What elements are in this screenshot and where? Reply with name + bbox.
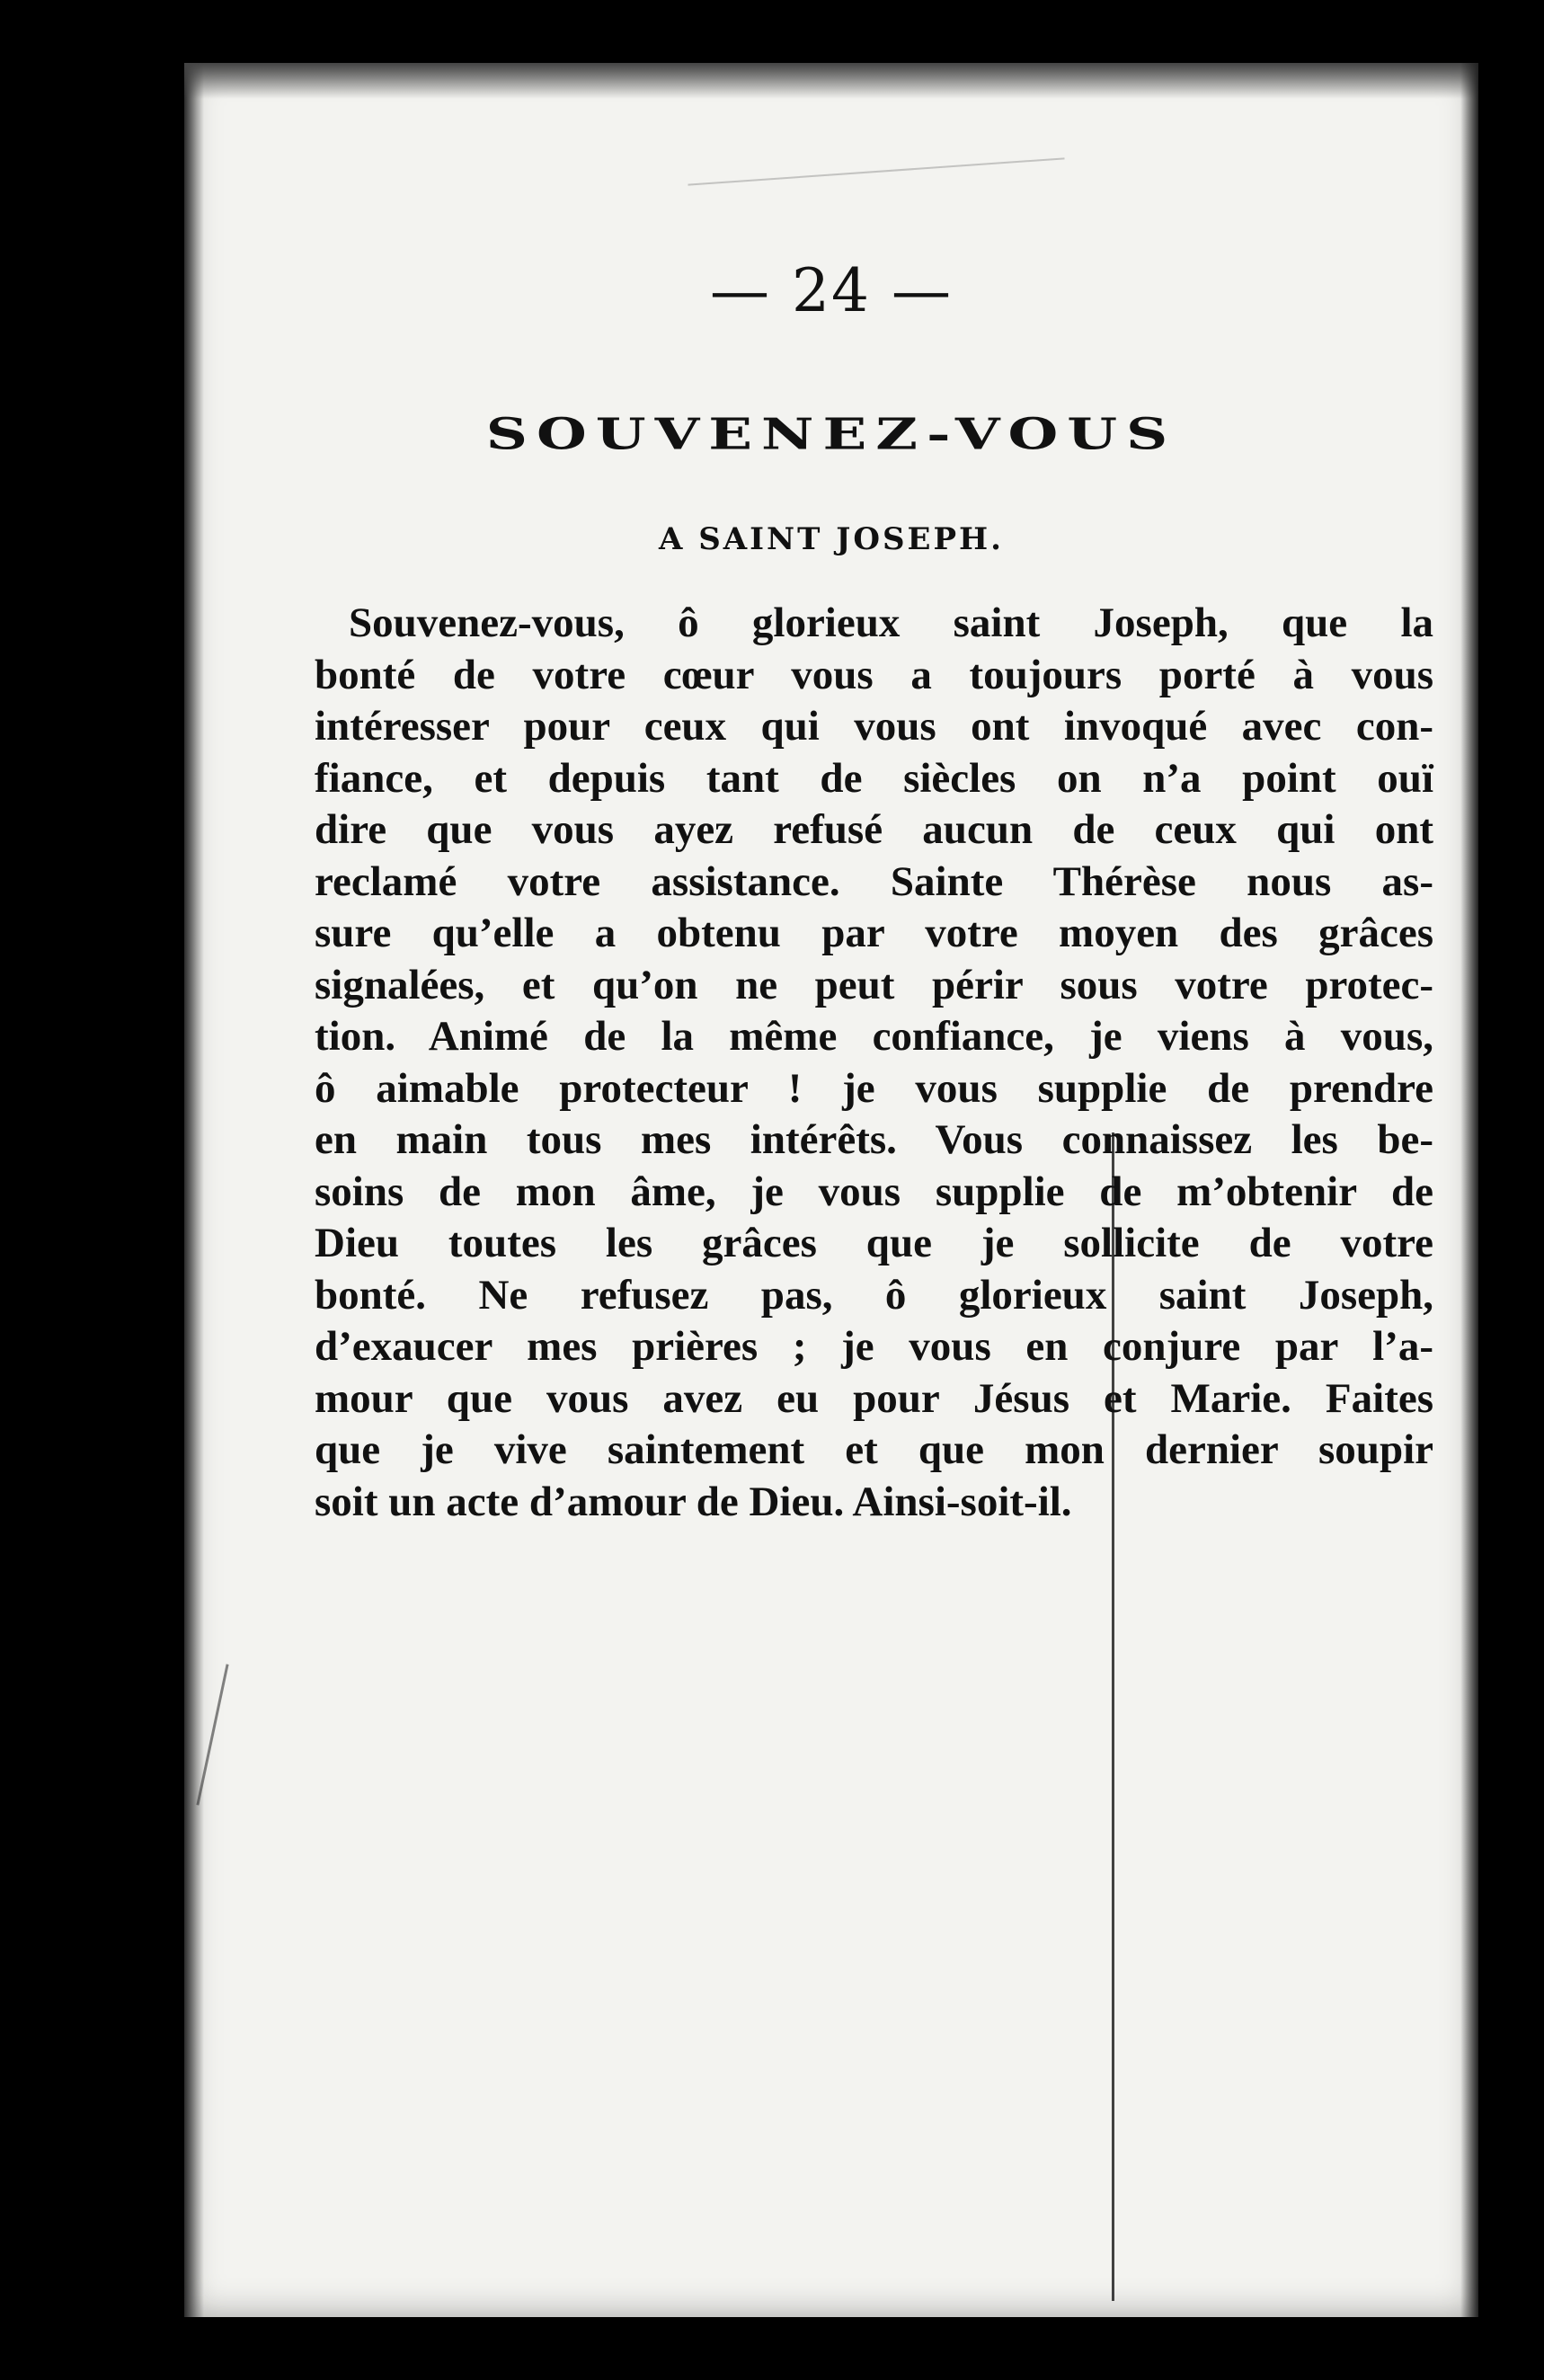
prayer-body xyxy=(315,598,1433,1528)
text-line: que je vive saintement et que mon dernier soupir xyxy=(315,1426,1433,1473)
text-line: mour que vous avez eu pour Jésus et Marie. Faites xyxy=(315,1374,1433,1422)
page-edge-shadow-top xyxy=(184,63,1478,99)
text-line: intéresser pour ceux qui vous ont invoqué avec con- xyxy=(315,703,1433,750)
text-line: dire que vous ayez refusé aucun de ceux qui ont xyxy=(315,806,1433,853)
text-line: Souvenez-vous, ô glorieux saint Joseph, que la xyxy=(349,599,1433,646)
text-line: soit un acte d’amour de Dieu. Ainsi-soit-il. xyxy=(315,1478,1072,1525)
text-line: tion. Animé de la même confiance, je viens à vous, xyxy=(315,1013,1433,1060)
page-number: — 24 — xyxy=(710,256,953,325)
page-edge-shadow-right xyxy=(1460,63,1478,2317)
page-edge-shadow-left xyxy=(184,63,204,2317)
text-line: Dieu toutes les grâces que je sollicite de votre xyxy=(315,1220,1433,1266)
page-subtitle: A SAINT JOSEPH. xyxy=(659,521,1004,557)
text-line: d’exaucer mes prières ; je vous en conjure par l’a- xyxy=(315,1323,1433,1370)
text-line: en main tous mes intérêts. Vous connaissez les be- xyxy=(315,1116,1433,1163)
text-line: bonté. Ne refusez pas, ô glorieux saint Joseph, xyxy=(315,1271,1433,1319)
text-line: reclamé votre assistance. Sainte Thérèse nous as- xyxy=(315,857,1433,905)
text-line: bonté de votre cœur vous a toujours porté à vous xyxy=(315,651,1433,698)
text-line: signalées, et qu’on ne peut périr sous votre protec- xyxy=(315,961,1433,1008)
text-line: sure qu’elle a obtenu par votre moyen des grâces xyxy=(315,910,1433,956)
book-page xyxy=(184,63,1478,2317)
text-line: soins de mon âme, je vous supplie de m’obtenir de xyxy=(315,1168,1433,1215)
text-line: fiance, et depuis tant de siècles on n’a point ouï xyxy=(315,754,1433,802)
text-line: ô aimable protecteur ! je vous supplie de prendre xyxy=(315,1064,1433,1112)
scan-scratch xyxy=(688,157,1064,185)
page-title: SOUVENEZ-VOUS xyxy=(485,409,1177,460)
